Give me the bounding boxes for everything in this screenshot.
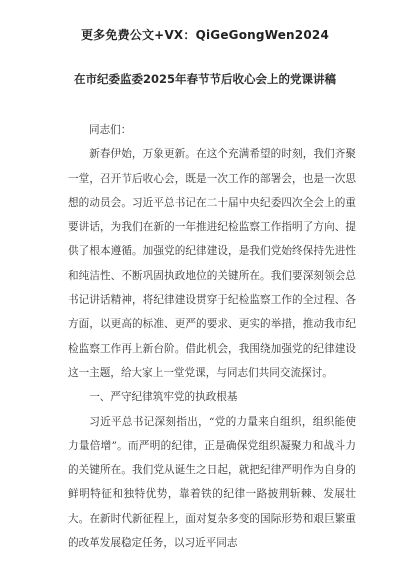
section-heading: 一、严守纪律筑牢党的执政根基 (89, 391, 238, 404)
salutation: 同志们： (89, 124, 132, 136)
paragraph: 习近平总书记深刻指出，“党的力量来自组织，组织能使力量倍增”。而严明的纪律，正是确保党组织凝聚力和战斗力的关键所在。我们党从诞生之日起，就把纪律严明作为自身的鲜明特征和独特优势，靠着铁的纪律一路披荆斩棘、发展壮大。在新时代新征程上，面对复杂多变的国际形势和艰巨繁重的改革发展稳定任务，以习近平同志 (68, 415, 356, 550)
document-title: 在市纪委监委2025年春节节后收心会上的党课讲稿 (73, 72, 336, 86)
watermark-text: 更多免费公文+VX：QiGeGongWen2024 (80, 28, 329, 42)
document-body (68, 118, 356, 555)
paragraph: 新春伊始，万象更新。在这个充满希望的时刻，我们齐聚一堂，召开节后收心会，既是一次工作的部署会，也是一次思想的动员会。习近平总书记在二十届中央纪委四次全会上的重要讲话，为我们在新的一年推进纪检监察工作指明了方向、提供了根本遵循。加强党的纪律建设，是我们党始终保持先进性和纯洁性、不断巩固执政地位的关键所在。我们要深刻领会总书记讲话精神，将纪律建设贯穿于纪检监察工作的全过程、各方面，以更高的标准、更严的要求、更实的举措，推动我市纪检监察工作再上新台阶。借此机会，我围绕加强党的纪律建设这一主题，给大家上一堂党课，与同志们共同交流探讨。 (68, 148, 356, 379)
